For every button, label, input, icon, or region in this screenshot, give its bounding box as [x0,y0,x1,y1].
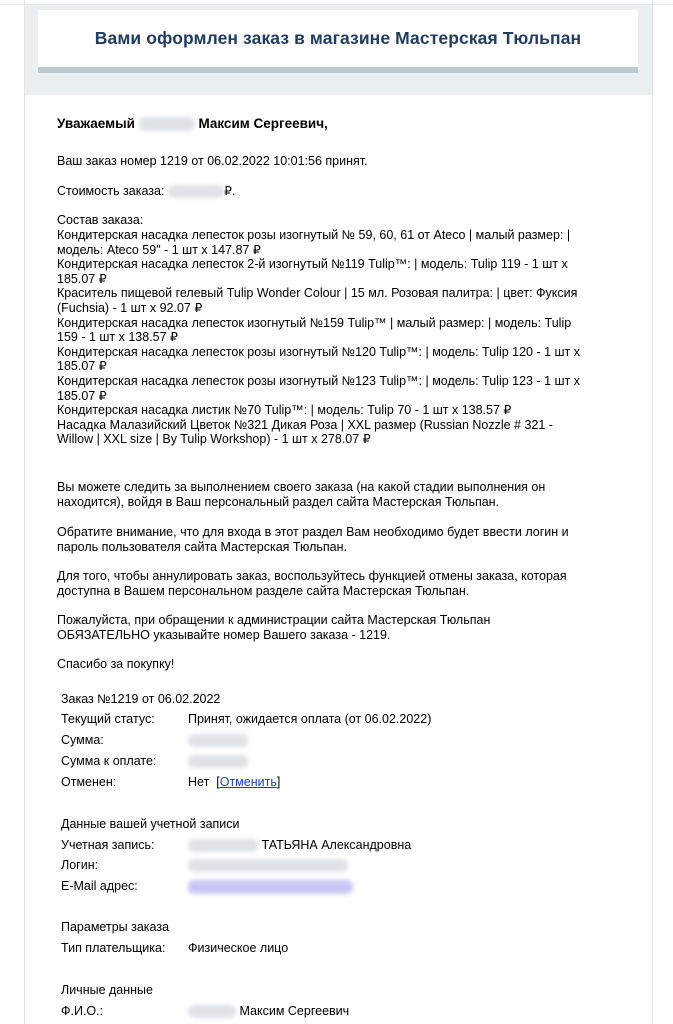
paragraph-line: Спасибо за покупку! [57,657,175,671]
top-divider [0,4,673,5]
paragraph-line: пароль пользователя сайта Мастерская Тюльпан. [57,539,347,554]
payer-type-value: Физическое лицо [188,941,289,955]
order-item-line: Кондитерская насадка лепесток розы изогнутый № 59, 60, 61 от Ateco | малый размер: | [57,228,571,242]
order-item-line: Насадка Малазийский Цветок №321 Дикая Роза | XXL размер (Russian Nozzle # 321 - [57,417,553,432]
order-cost-label: Стоимость заказа: [57,184,165,198]
order-item-line: 159 - 1 шт x 138.57 ₽ [57,330,178,345]
paragraph-line: Вы можете следить за выполнением своего заказа (на какой стадии выполнения он [57,480,546,494]
redacted-fio-surname [188,1005,236,1018]
cancelled-label: Отменен: [61,775,117,789]
paragraph-line: доступна в Вашем персональном разделе сайта Мастерская Тюльпан. [57,583,470,598]
paragraph-line: Обратите внимание, что для входа в этот раздел Вам необходимо будет ввести логин и [57,525,569,539]
email-title: Вами оформлен заказ в магазине Мастерская Тюльпан [94,28,582,48]
paragraph-line: находится), войдя в Ваш персональный раздел сайта Мастерская Тюльпан. [57,494,500,509]
redacted-cost [168,185,224,198]
header-card [38,10,638,67]
sum-value [188,733,248,748]
cancelled-value: Нет [Отменить] [188,775,281,789]
fio-label: Ф.И.О.: [61,1004,104,1018]
order-accepted-line: Ваш заказ номер 1219 от 06.02.2022 10:01:56 принят. [57,154,368,168]
order-item-line: Кондитерская насадка лепесток изогнутый №159 Tulip™ | малый размер: | модель: Tulip [57,315,572,330]
redacted-email [188,880,353,894]
order-item-line: Кондитерская насадка лепесток розы изогнутый №120 Tulip™: | модель: Tulip 120 - 1 шт x [57,344,581,359]
fio-value [188,1004,349,1019]
redacted-sum [188,734,248,747]
cancel-order-link[interactable]: Отменить [219,775,277,789]
order-item-line: 185.07 ₽ [57,359,107,374]
account-value [188,838,411,853]
paragraph-line: Пожалуйста, при обращении к администрации сайта Мастерская Тюльпан [57,613,491,627]
paragraph-line: ОБЯЗАТЕЛЬНО указывайте номер Вашего заказа - 1219. [57,627,391,642]
thanks-paragraph [57,657,627,672]
redacted-to-pay [188,755,248,768]
payer-type-label: Тип плательщика: [61,941,166,955]
right-divider [652,0,653,1024]
contact-paragraph [57,613,627,642]
greeting-name: Максим Сергеевич, [198,116,328,131]
cancelled-status: Нет [188,775,210,789]
order-cost-line [57,184,627,199]
to-pay-value [188,754,248,769]
order-item-line: модель: Ateco 59" - 1 шт x 147.87 ₽ [57,242,261,257]
status-label: Текущий статус: [61,712,155,726]
email-label: E-Mail адрес: [61,879,138,893]
tracking-paragraph [57,480,627,509]
to-pay-label: Сумма к оплате: [61,754,157,768]
params-heading: Параметры заказа [61,920,170,934]
login-label: Логин: [61,858,99,872]
greeting [57,117,627,132]
account-heading: Данные вашей учетной записи [61,817,240,831]
order-item-line: 185.07 ₽ [57,271,107,286]
order-item-line: Кондитерская насадка листик №70 Tulip™: | модель: Tulip 70 - 1 шт x 138.57 ₽ [57,403,512,418]
sum-label: Сумма: [61,733,104,747]
account-label: Учетная запись: [61,838,155,852]
account-name: ТАТЬЯНА Александровна [261,838,412,852]
order-item-line: 185.07 ₽ [57,388,107,403]
greeting-prefix: Уважаемый [57,116,135,131]
left-divider [24,0,25,1024]
login-paragraph [57,525,627,554]
personal-heading: Личные данные [61,983,153,997]
order-cost-currency: ₽. [223,184,236,198]
paragraph-line: Для того, чтобы аннулировать заказ, воспользуйтесь функцией отмены заказа, которая [57,569,567,583]
cancel-paragraph [57,569,627,598]
fio-name: Максим Сергеевич [239,1004,350,1018]
order-item-line: Willow | XXL size | By Tulip Workshop) - 1 шт x 278.07 ₽ [57,432,371,447]
redacted-login [188,859,348,872]
order-item-line: Кондитерская насадка лепесток розы изогнутый №123 Tulip™: | модель: Tulip 123 - 1 шт x [57,373,581,388]
order-item-line: Краситель пищевой гелевый Tulip Wonder Colour | 15 мл. Розовая палитра: | цвет: Фуксия [57,286,578,301]
login-value [188,858,348,873]
header-accent-bar [38,67,638,73]
order-item-line: (Fuchsia) - 1 шт x 92.07 ₽ [57,300,203,315]
status-value: Принят, ожидается оплата (от 06.02.2022) [188,712,432,726]
email-value [188,879,353,894]
order-item-line: Кондитерская насадка лепесток 2-й изогнутый №119 Tulip™: | модель: Tulip 119 - 1 шт x [57,257,568,272]
order-info-heading: Заказ №1219 от 06.02.2022 [61,692,221,706]
composition-label: Состав заказа: [57,213,144,227]
redacted-surname [139,117,195,131]
order-items-list [57,228,627,447]
redacted-account-surname [188,839,258,852]
